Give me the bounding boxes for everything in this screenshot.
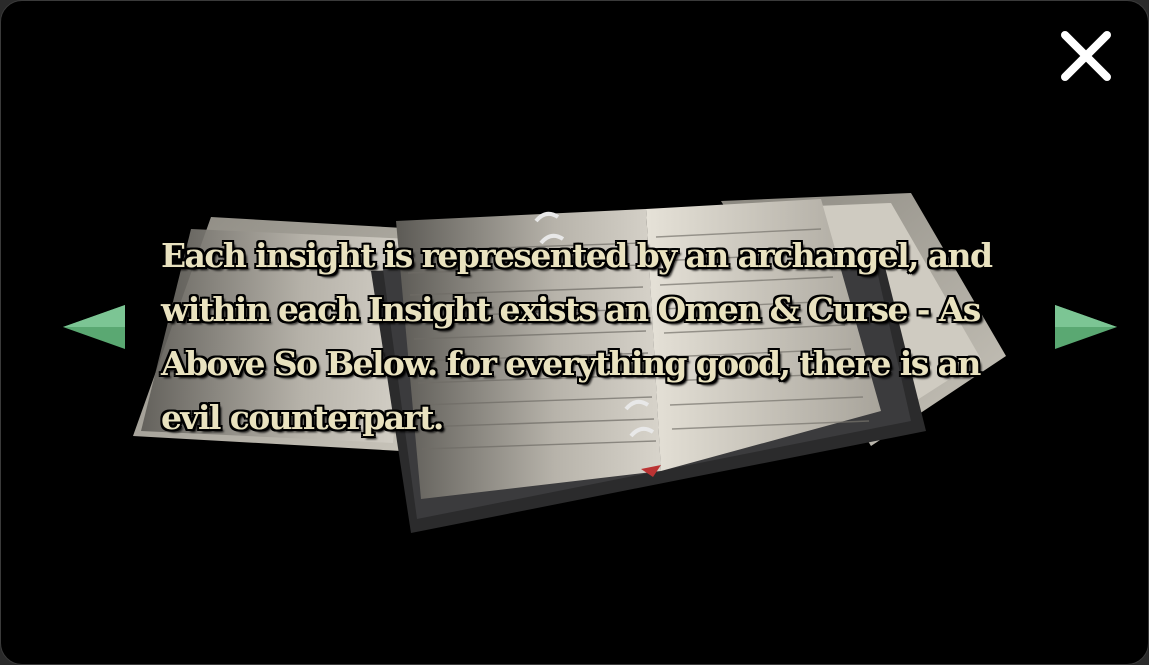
journal-message [161,229,1001,445]
arrow-left-icon[interactable] [59,299,131,355]
message-line: evil counterpart. [161,398,443,437]
message-line: within each Insight exists an Omen & Curse - As [161,290,980,329]
close-x-icon[interactable] [1053,23,1119,89]
message-line: Each insight is represented by an archangel, and [161,236,992,275]
arrow-right-icon[interactable] [1049,299,1121,355]
message-line: Above So Below. for everything good, there is an [161,344,980,383]
